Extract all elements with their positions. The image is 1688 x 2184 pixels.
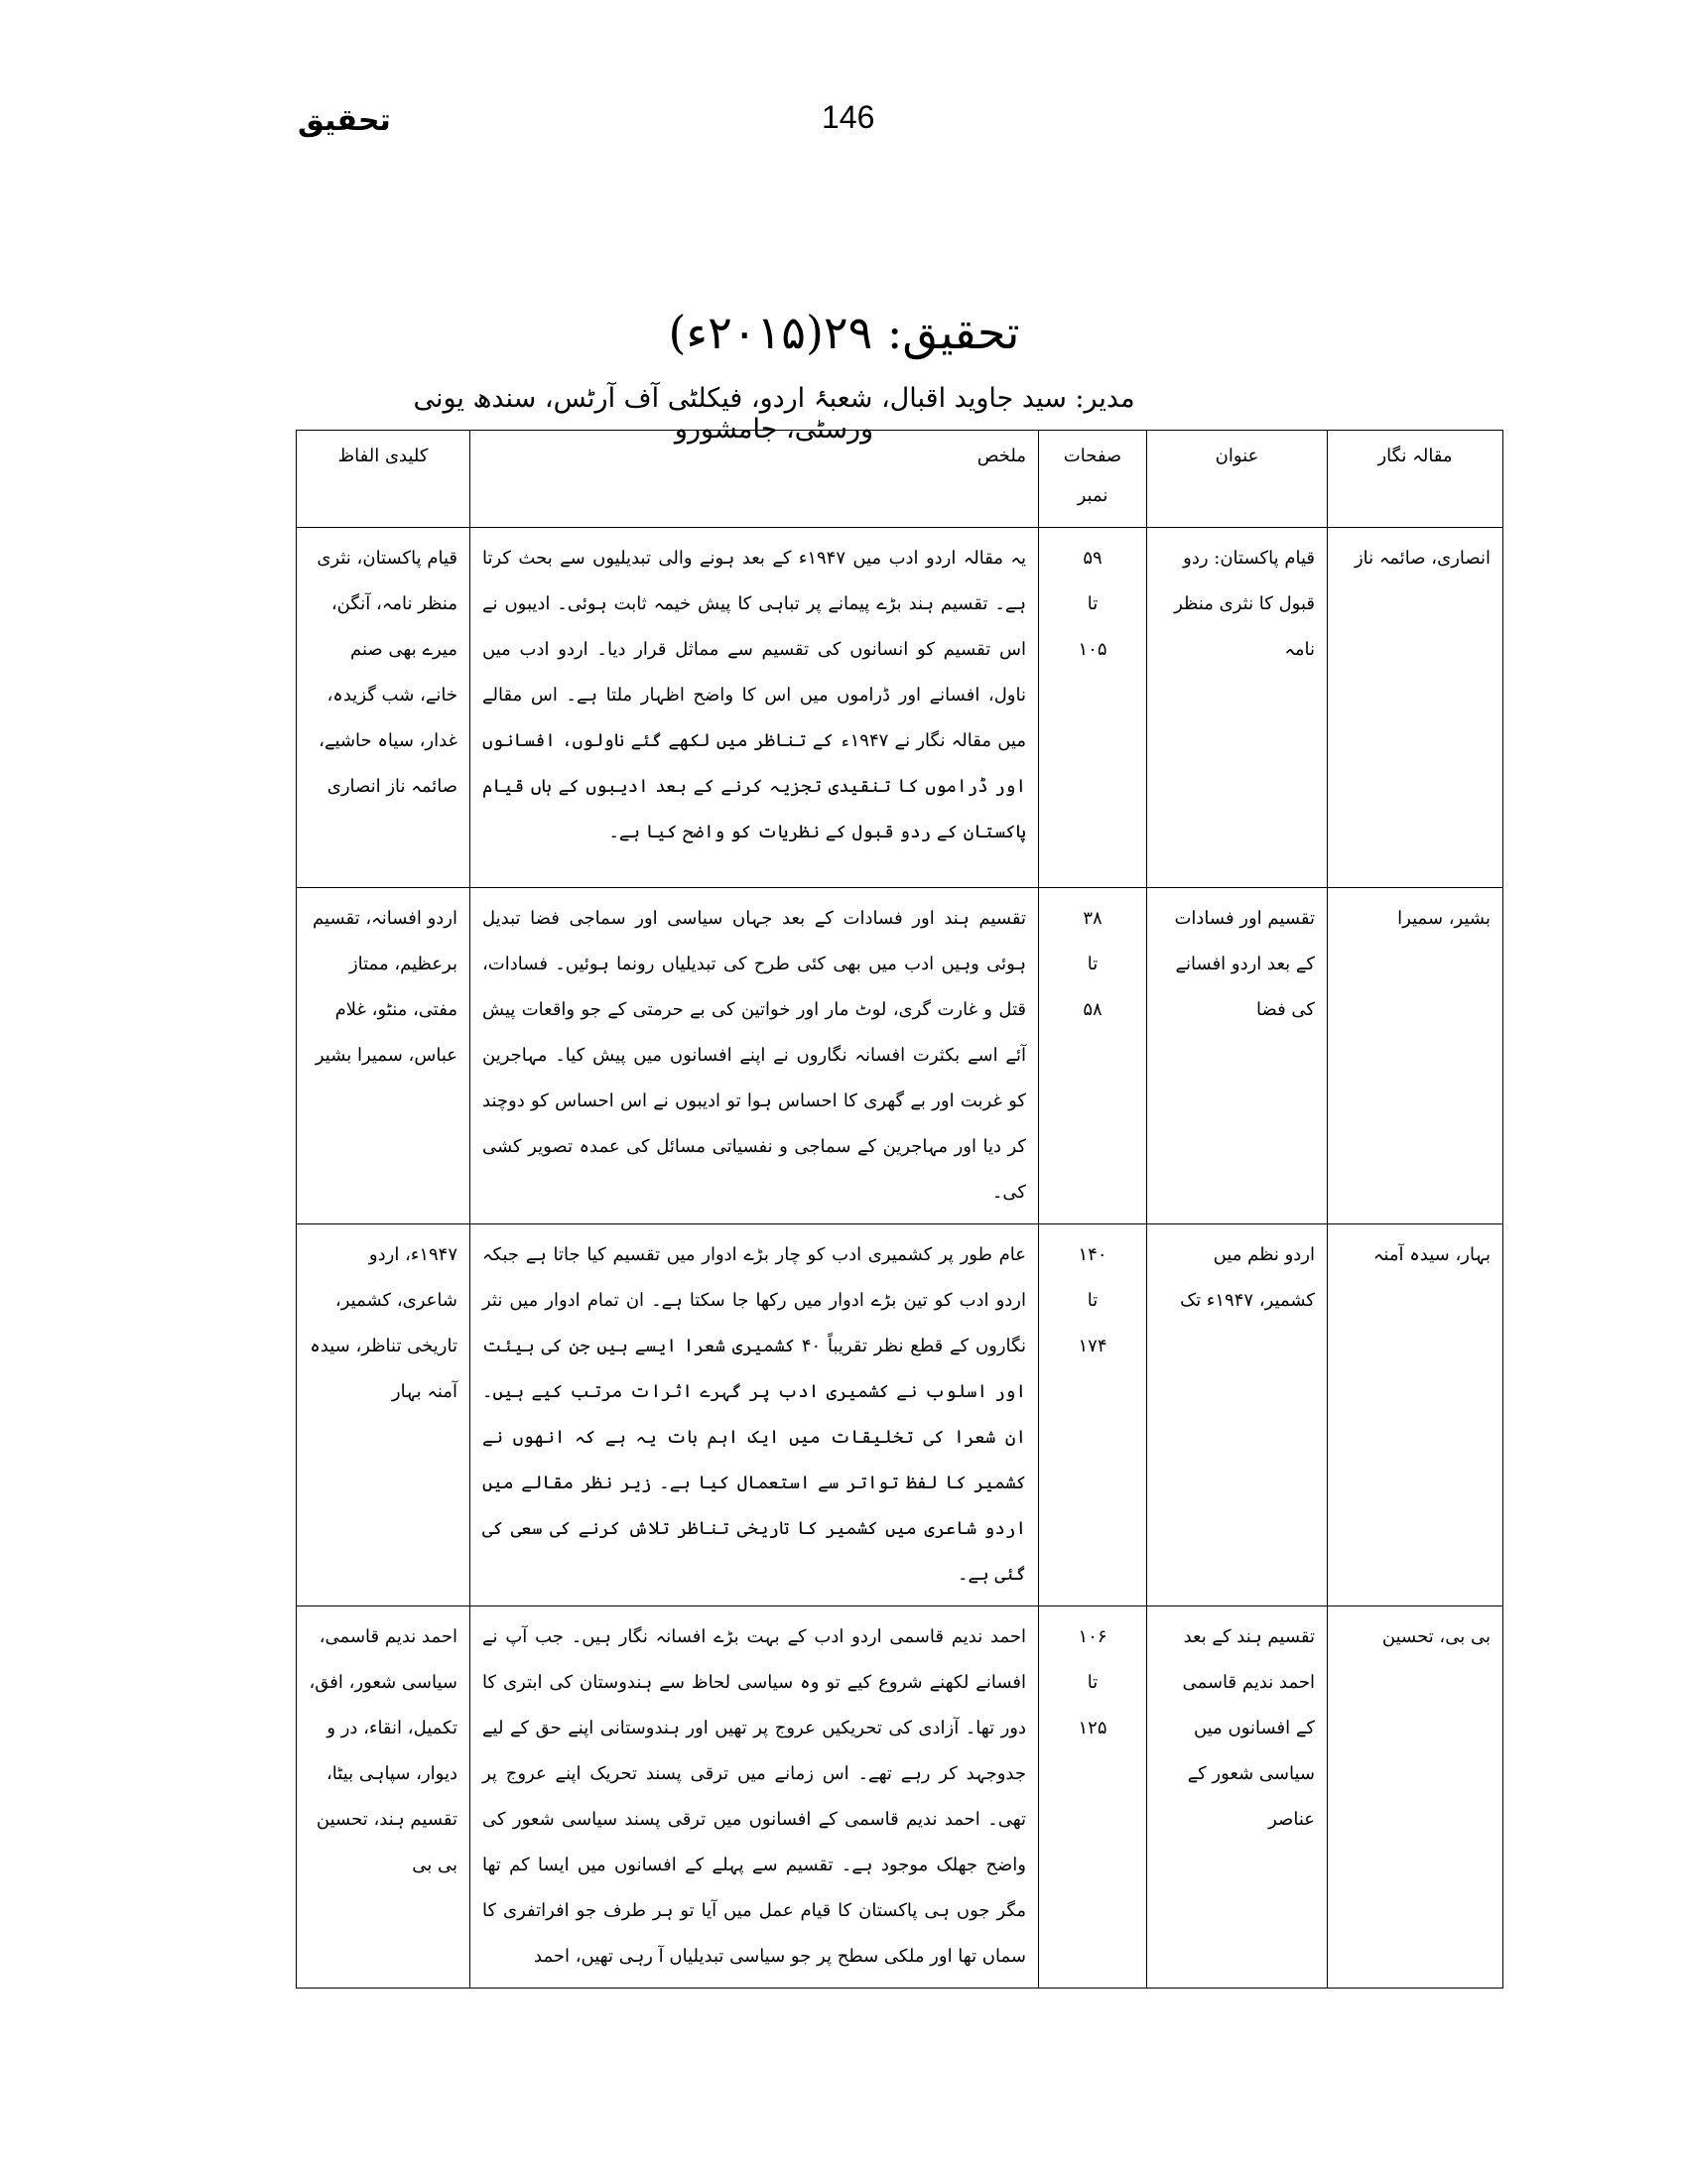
cell-title: اردو نظم میں کشمیر، ۱۹۴۷ء تک	[1147, 1224, 1328, 1606]
cell-writer: بی بی، تحسین	[1328, 1606, 1503, 1989]
page-title: تحقیق: ۲۹(۲۰۱۵ء)	[668, 306, 1020, 359]
header-writer: مقالہ نگار	[1328, 431, 1503, 528]
cell-summary: یہ مقالہ اردو ادب میں ۱۹۴۷ء کے بعد ہونے والی تبدیلیوں سے بحث کرتا ہے۔ تقسیم ہند بڑے پیمانے پر تباہی کا پیش خیمہ ثابت ہوئی۔ ادیبوں نے اس تقسیم کو انسانوں کی تقسیم سے مماثل قرار دیا۔ اردو ادب میں ناول، افسانے اور ڈراموں میں اس کا واضح اظہار ملتا ہے۔ اس مقالے میں مقالہ نگار نے ۱۹۴۷ء کے تناظر میں لکھے گئے ناولوں، افسانوں اور ڈراموں کا تنقیدی تجزیہ کرنے کے بعد ادیبوں کے ہاں قیام پاکستان کے ردو قبول کے نظریات کو واضح کیا ہے۔	[470, 528, 1039, 888]
page-range-separator: تا	[1087, 593, 1099, 614]
page-end: ۱۲۵	[1078, 1718, 1107, 1738]
page-start: ۵۹	[1083, 548, 1103, 569]
page-start: ۳۸	[1083, 908, 1103, 929]
cell-title: تقسیم اور فسادات کے بعد اردو افسانے کی فضا	[1147, 888, 1328, 1224]
cell-keywords: ۱۹۴۷ء، اردو شاعری، کشمیر، تاریخی تناظر، سیدہ آمنہ بہار	[297, 1224, 470, 1606]
page-start: ۱۰۶	[1078, 1626, 1107, 1647]
table-row	[297, 1606, 1503, 1989]
cell-summary: تقسیم ہند اور فسادات کے بعد جہاں سیاسی اور سماجی فضا تبدیل ہوئی وہیں ادب میں بھی کئی طرح کی تبدیلیاں رونما ہوئیں۔ فسادات، قتل و غارت گری، لوٹ مار اور خواتین کی بے حرمتی کے جو واقعات پیش آئے اسے بکثرت افسانہ نگاروں نے اپنے افسانوں میں پیش کیا۔ مہاجرین کو غربت اور بے گھری کا احساس ہوا تو ادیبوں نے اس احساس کو دوچند کر دیا اور مہاجرین کے سماجی و نفسیاتی مسائل کی عمدہ تصویر کشی کی۔	[470, 888, 1039, 1224]
cell-summary: عام طور پر کشمیری ادب کو چار بڑے ادوار میں تقسیم کیا جاتا ہے جبکہ اردو ادب کو تین بڑے ادوار میں رکھا جا سکتا ہے۔ ان تمام ادوار میں نثر نگاروں کے قطع نظر تقریباً ۴۰ کشمیری شعرا ایسے ہیں جن کی ہیئت اور اسلوب نے کشمیری ادب پر گہرے اثرات مرتب کیے ہیں۔ ان شعرا کی تخلیقات میں ایک اہم بات یہ ہے کہ انھوں نے کشمیر کا لفظ تواتر سے استعمال کیا ہے۔ زیر نظر مقالے میں اردو شاعری میں کشمیر کا تاریخی تناظر تلاش کرنے کی سعی کی گئی ہے۔	[470, 1224, 1039, 1606]
table-row	[297, 1224, 1503, 1606]
cell-pages	[1039, 888, 1147, 1224]
page-end: ۵۸	[1083, 999, 1103, 1020]
page-end: ۱۷۴	[1078, 1336, 1107, 1356]
cell-keywords: اردو افسانہ، تقسیم برعظیم، ممتاز مفتی، منٹو، غلام عباس، سمیرا بشیر	[297, 888, 470, 1224]
running-header-journal-name: تحقیق	[298, 103, 391, 138]
cell-keywords: احمد ندیم قاسمی، سیاسی شعور، افق، تکمیل، انقاء، در و دیوار، سپاہی بیٹا، تقسیم ہند، تحسین بی بی	[297, 1606, 470, 1989]
cell-writer: انصاری، صائمہ ناز	[1328, 528, 1503, 888]
page-range-separator: تا	[1087, 954, 1099, 974]
cell-writer: بہار، سیدہ آمنہ	[1328, 1224, 1503, 1606]
page-end: ۱۰۵	[1078, 639, 1107, 660]
table-header-row	[297, 431, 1503, 528]
page-number: 146	[822, 99, 875, 135]
articles-table	[296, 430, 1503, 1989]
table-row	[297, 528, 1503, 888]
cell-summary: احمد ندیم قاسمی اردو ادب کے بہت بڑے افسانہ نگار ہیں۔ جب آپ نے افسانے لکھنے شروع کیے تو وہ سیاسی لحاظ سے ہندوستان کی ابتری کا دور تھا۔ آزادی کی تحریکیں عروج پر تھیں اور ہندوستانی اپنے حق کے لیے جدوجہد کر رہے تھے۔ اس زمانے میں ترقی پسند تحریک اپنے عروج پر تھی۔ احمد ندیم قاسمی کے افسانوں میں ترقی پسند سیاسی شعور کی واضح جھلک موجود ہے۔ تقسیم سے پہلے کے افسانوں میں ایسا کم تھا مگر جوں ہی پاکستان کا قیام عمل میں آیا تو ہر طرف جو افراتفری کا سماں تھا اور ملکی سطح پر جو سیاسی تبدیلیاں آ رہی تھیں، احمد	[470, 1606, 1039, 1989]
cell-pages	[1039, 528, 1147, 888]
header-title: عنوان	[1147, 431, 1328, 528]
header-summary: ملخص	[470, 431, 1039, 528]
header-pages: صفحات نمبر	[1039, 431, 1147, 528]
cell-title: تقسیم ہند کے بعد احمد ندیم قاسمی کے افسانوں میں سیاسی شعور کے عناصر	[1147, 1606, 1328, 1989]
table-row	[297, 888, 1503, 1224]
cell-pages	[1039, 1606, 1147, 1989]
page-start: ۱۴۰	[1078, 1244, 1107, 1265]
cell-title: قیام پاکستان: ردو قبول کا نثری منظر نامہ	[1147, 528, 1328, 888]
page-range-separator: تا	[1087, 1290, 1099, 1311]
header-keywords: کلیدی الفاظ	[297, 431, 470, 528]
cell-writer: بشیر، سمیرا	[1328, 888, 1503, 1224]
cell-pages	[1039, 1224, 1147, 1606]
cell-keywords: قیام پاکستان، نثری منظر نامہ، آنگن، میرے بھی صنم خانے، شب گزیدہ، غدار، سیاہ حاشیے، صائمہ ناز انصاری	[297, 528, 470, 888]
editor-line: مدیر: سید جاوید اقبال، شعبۂ اردو، فیکلٹی آف آرٹس، سندھ یونی ورسٹی، جامشورو	[413, 383, 1135, 445]
page-range-separator: تا	[1087, 1672, 1099, 1693]
